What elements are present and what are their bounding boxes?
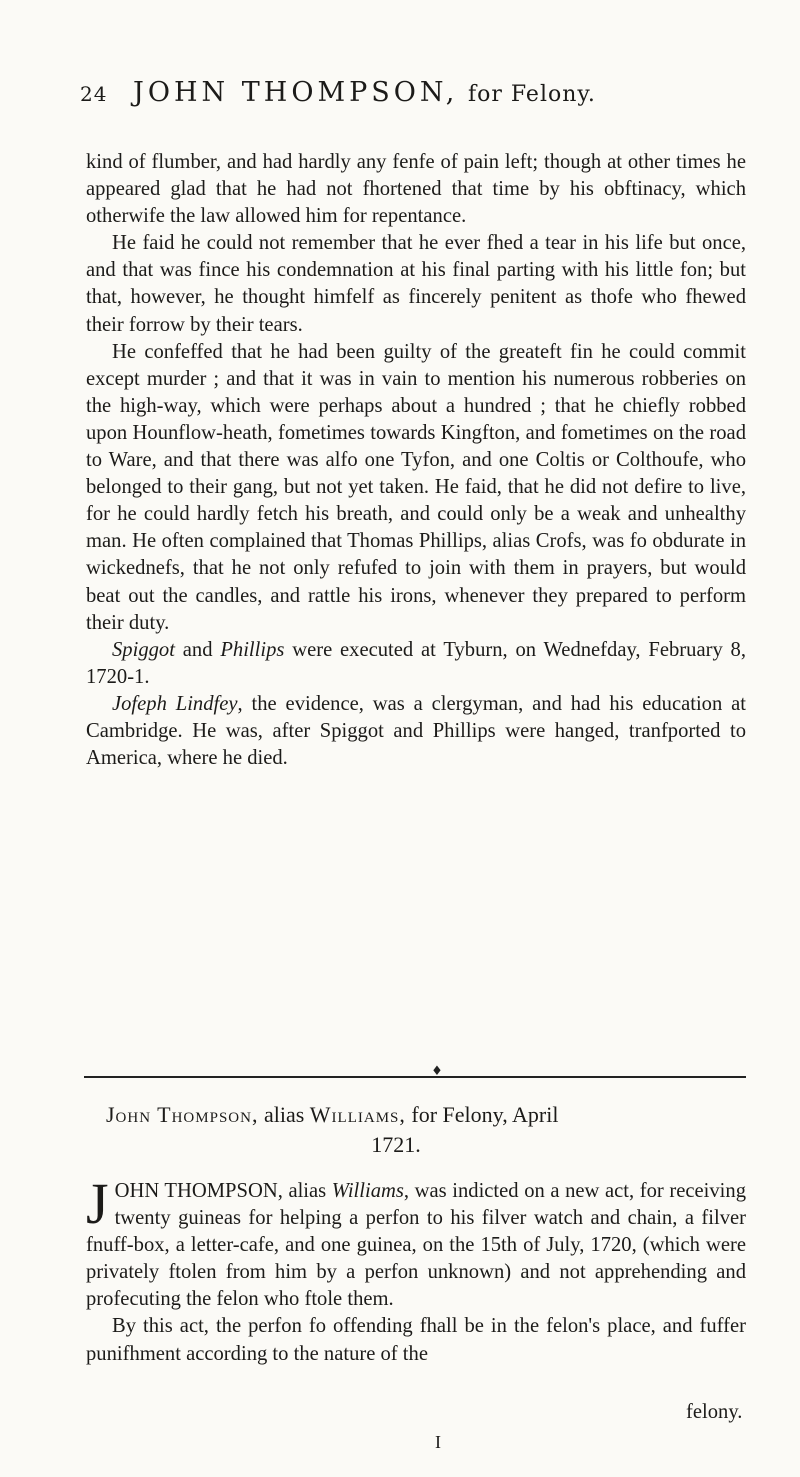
paragraph: He faid he could not remember that he ever fhed a tear in his life but once, and that was fince his condemnation at his final parting with his little fon; but that, however, he thought himfelf as fincerely penitent as thofe who fhewed their forrow by their tears. [86,232,746,336]
indictment-paragraph [86,1171,746,1313]
paragraph: kind of flumber, and had hardly any fenfe of pain left; though at other times he appeared glad that he had not fhortened that time by his obftinacy, which otherwife the law allowed him for repentance. [86,151,746,228]
section-year: 1721. [371,1132,421,1157]
indictment-text [86,1171,746,1368]
page-number: 24 [80,82,108,106]
executed-name-1: Spiggot [112,638,175,661]
alias-name: Williams [331,1180,404,1202]
signature-mark: I [435,1432,441,1452]
indictment-lead: OHN THOMPSON, alias [114,1180,332,1202]
lindsey-name: Jofeph Lindfey [112,692,238,715]
section-title-alias-name: Williams, [309,1102,406,1127]
section-title-rest: for Felony, April [405,1102,559,1127]
execution-detail: were executed at Tyburn, on Wednefday, February 8, 1720-1. [86,638,746,688]
lindsey-detail: , the evidence, was a clergyman, and had his education at Cambridge. He was, after Spiggot and Phillips were hanged, tranfported to America, where he died. [86,692,746,770]
section-title-alias: alias [258,1102,310,1127]
section-title-name: John Thompson, [106,1102,259,1127]
paragraph: He confeffed that he had been guilty of the greateft fin he could commit except murder ; and that it was in vain to mention his numerous robberies on the high-way, which were perhaps about a hundred ; that he chiefly robbed upon Hounflow-heath, fometimes towards Kingfton, and fometimes on the road to Ware, and that there was alfo one Tyfon, and one Coltis or Colthoufe, who belonged to their gang, but not yet taken. He faid, that he did not defire to live, for he could hardly fetch his breath, and could only be a weak and unhealthy man. He often complained that Thomas Phillips, alias Crofs, was fo obdurate in wickednefs, that he not only refufed to join with them in prayers, but would beat out the candles, and rattle his irons, whenever they prepared to perform their duty. [86,340,746,634]
executed-name-2: Phillips [220,638,285,661]
conjunction: and [174,638,221,661]
running-head-title: JOHN THOMPSON, [133,77,459,108]
section-heading [106,1100,746,1160]
running-head-charge: for Felony. [467,82,596,107]
indictment-body: , was indicted on a new act, for receiving twenty guineas for helping a perfon to his filver watch and chain, a filver fnuff-box, a letter-cafe, and one guinea, on the 15th of July, 1720, (which were privately ftolen from him by a perfon unknown) and not apprehending and profecuting the felon who ftole them. [86,1180,746,1311]
execution-paragraph [86,637,746,691]
running-head [80,76,740,112]
narrative-text [86,149,746,772]
lindsey-paragraph [86,691,746,772]
section-divider [84,1076,746,1078]
divider-ornament-icon: ♦ [431,1064,443,1079]
paragraph: By this act, the perfon fo offending fhall be in the felon's place, and fuffer punifhment according to the nature of the [86,1315,746,1365]
drop-cap: J [86,1171,109,1236]
catchword: felony. [686,1401,743,1423]
